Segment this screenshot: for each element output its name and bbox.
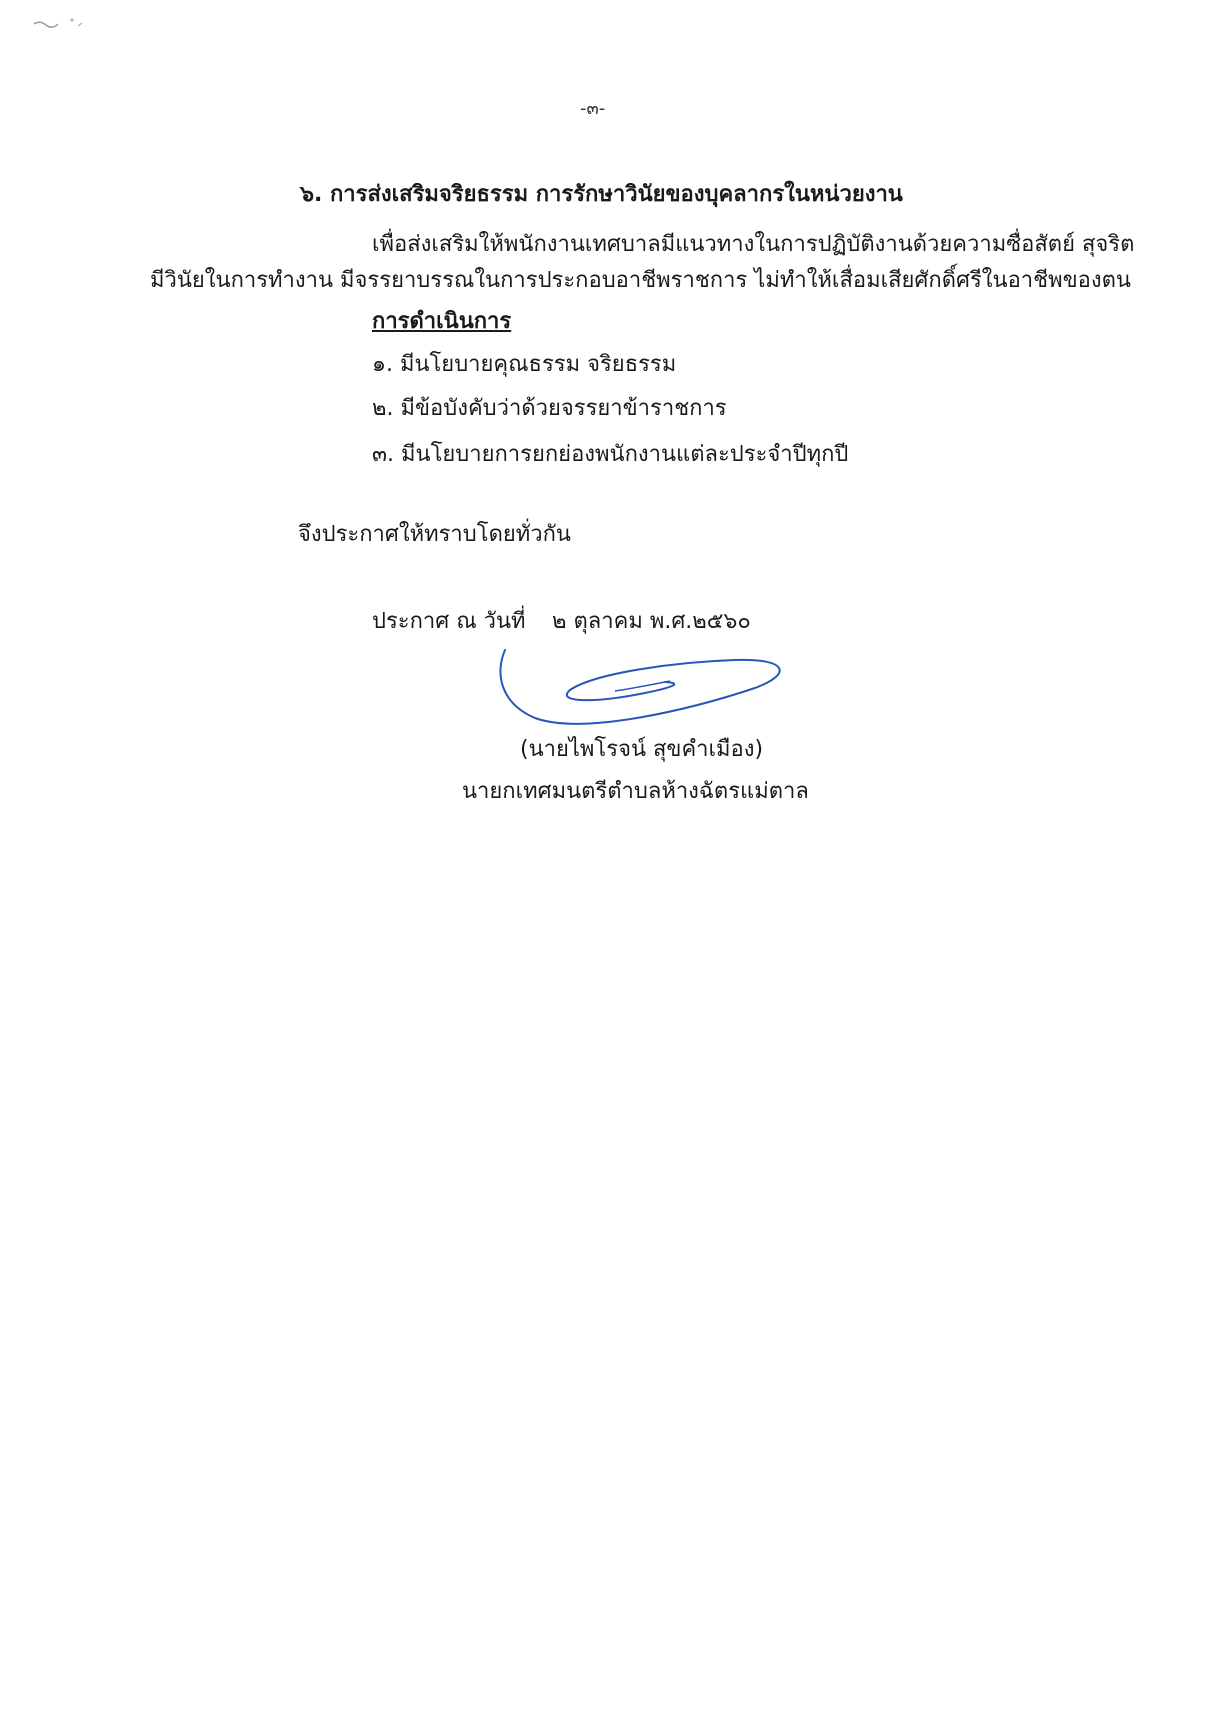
paragraph-line-2: มีวินัยในการทำงาน มีจรรยาบรรณในการประกอบอาชีพราชการ ไม่ทำให้เสื่อมเสียศักดิ์ศรีในอาชีพของตน — [150, 268, 1131, 293]
list-item: ๓. มีนโยบายการยกย่องพนักงานแต่ละประจำปีทุกปี — [372, 442, 849, 467]
procedure-subheading: การดำเนินการ — [372, 309, 512, 334]
signer-title: นายกเทศมนตรีตำบลห้างฉัตรแม่ตาล — [462, 779, 809, 804]
closing-statement: จึงประกาศให้ทราบโดยทั่วกัน — [298, 522, 571, 547]
list-item: ๑. มีนโยบายคุณธรรม จริยธรรม — [372, 352, 677, 377]
section-heading: ๖. การส่งเสริมจริยธรรม การรักษาวินัยของบุคลากรในหน่วยงาน — [300, 182, 903, 207]
announcement-date-value: ๒ ตุลาคม พ.ศ.๒๕๖๐ — [552, 609, 751, 634]
paragraph-line-1: เพื่อส่งเสริมให้พนักงานเทศบาลมีแนวทางในการปฏิบัติงานด้วยความซื่อสัตย์ สุจริต — [372, 232, 1135, 257]
scan-artifact-mark — [32, 12, 92, 32]
announcement-date-label: ประกาศ ณ วันที่ — [372, 609, 526, 634]
page-number: -๓- — [580, 98, 606, 119]
signer-name: (นายไพโรจน์ สุขคำเมือง) — [520, 737, 764, 762]
list-item: ๒. มีข้อบังคับว่าด้วยจรรยาข้าราชการ — [372, 396, 727, 421]
handwritten-signature — [495, 648, 795, 728]
